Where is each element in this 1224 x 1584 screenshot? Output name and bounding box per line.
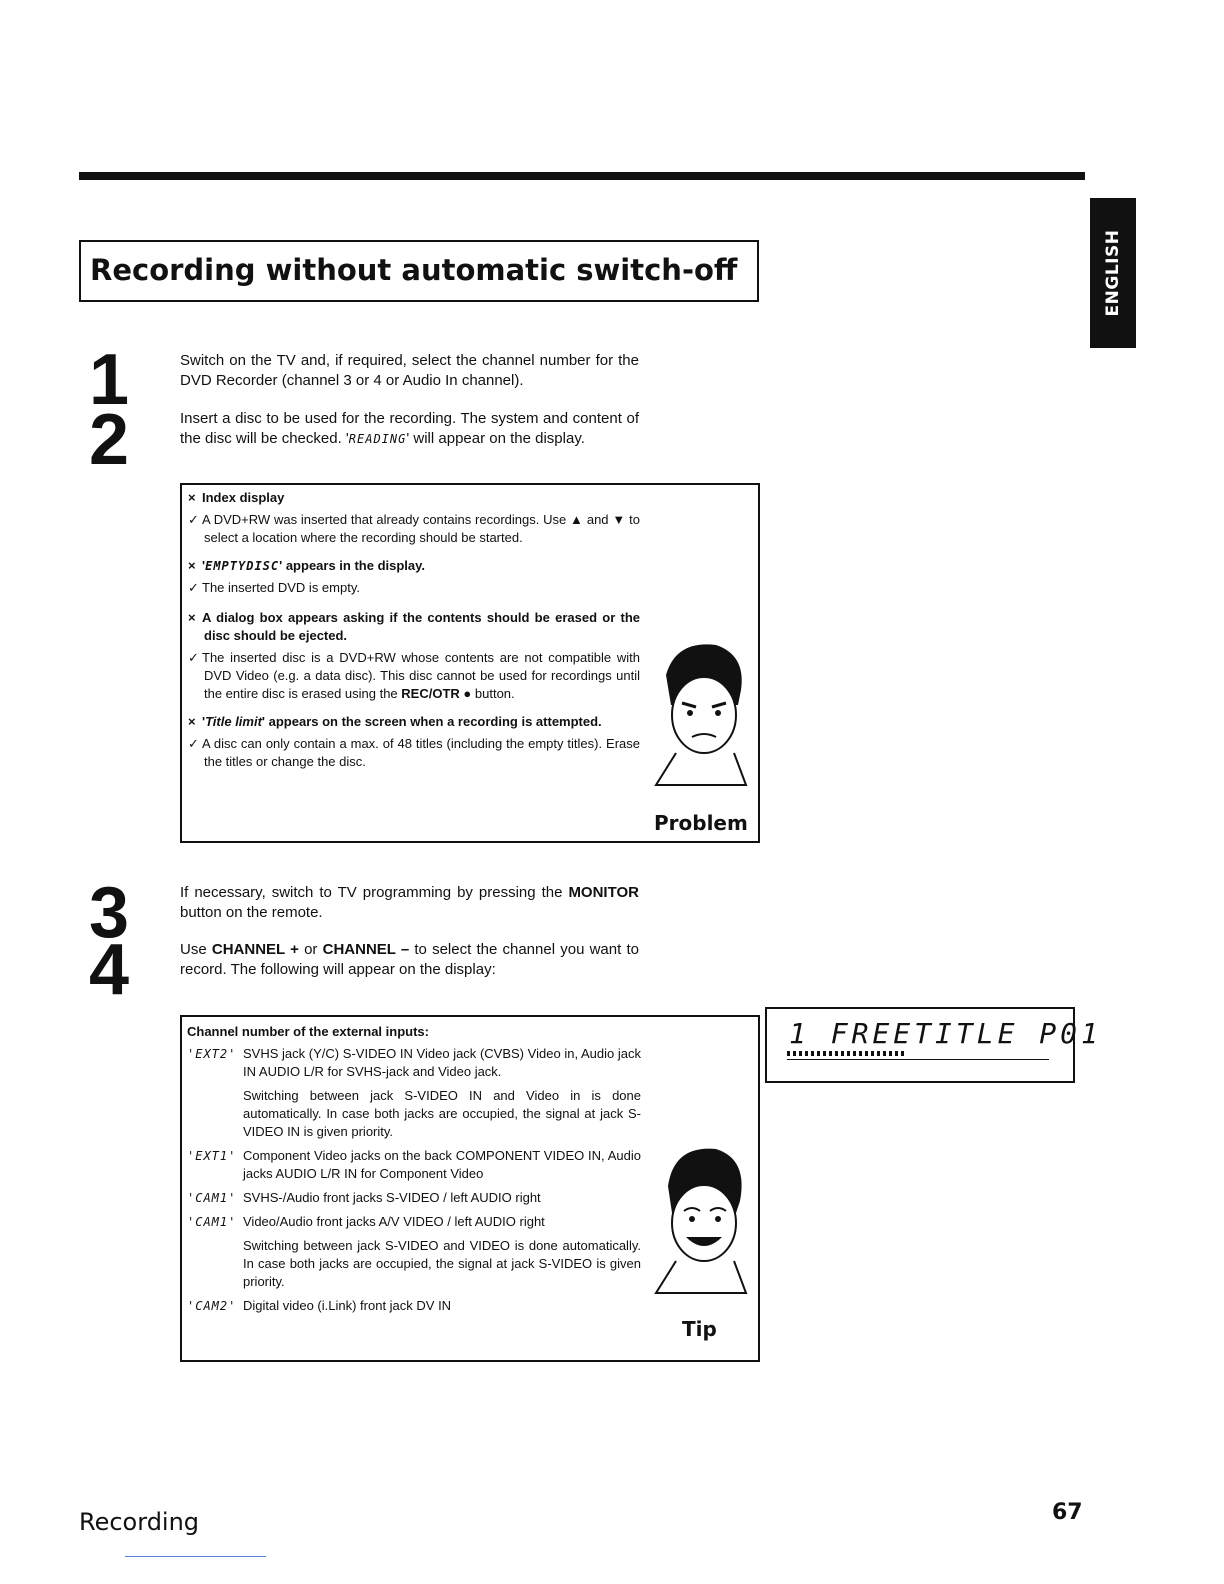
tip-content (187, 1023, 641, 1315)
step-4-text: Use CHANNEL + or CHANNEL – to select the channel you want to record. The following will appear on the display: (180, 941, 639, 978)
channel-plus-label: CHANNEL + (211, 941, 299, 958)
section-title-box (79, 240, 759, 302)
step-number-1: 1 (89, 340, 130, 420)
tip-box (180, 1015, 760, 1362)
step-number-2: 2 (89, 400, 130, 480)
problem-answer: ✓ The inserted DVD is empty. (188, 580, 360, 595)
input-row: Switching between jack S-VIDEO and VIDEO is done automatically. In case both jacks are occupied, the signal at jack S-VIDEO is given priority. (243, 1238, 641, 1289)
lcd-display (765, 1007, 1102, 1083)
input-row: 'EXT1' Component Video jacks on the back COMPONENT VIDEO IN, Audio jacks AUDIO L/R IN for Component Video (187, 1148, 641, 1181)
footer-section-name: Recording (79, 1508, 200, 1536)
top-rule (79, 172, 1085, 180)
step-1-text: Switch on the TV and, if required, select the channel number for the DVD Recorder (channel 3 or 4 or Audio In channel). (180, 352, 639, 389)
footer-underline (125, 1556, 266, 1557)
tip-heading: Channel number of the external inputs: (187, 1024, 429, 1039)
tip-label: Tip (682, 1317, 717, 1341)
input-row: 'CAM1' SVHS-/Audio front jacks S-VIDEO / left AUDIO right (187, 1190, 541, 1205)
input-row: 'CAM1' Video/Audio front jacks A/V VIDEO / left AUDIO right (187, 1214, 545, 1229)
problem-answer: ✓ A DVD+RW was inserted that already contains recordings. Use ▲ and ▼ to select a location where the recording should be started. (188, 512, 640, 545)
input-row: 'CAM2' Digital video (i.Link) front jack DV IN (187, 1298, 452, 1313)
problem-question: × 'Title limit' appears on the screen when a recording is attempted. (188, 714, 602, 729)
lcd-text: 1 FREETITLE P01 (789, 1017, 1102, 1050)
step-2-text: Insert a disc to be used for the recording. The system and content of the disc will be checked. 'READING' will appear on the display. (180, 410, 639, 447)
step-number-3: 3 (89, 873, 130, 953)
lcd-divider (787, 1059, 1049, 1060)
problem-answer: ✓ A disc can only contain a max. of 48 titles (including the empty titles). Erase the titles or change the disc. (188, 736, 640, 769)
monitor-button-label: MONITOR (568, 884, 639, 901)
problem-list (188, 489, 640, 771)
lcd-level-bars (787, 1051, 907, 1056)
problem-answer: ✓ The inserted disc is a DVD+RW whose contents are not compatible with DVD Video (e.g. a data disc). This disc cannot be used for recordings until the entire disc is erased using the REC/OTR ● button. (188, 650, 640, 701)
page-title: Recording without automatic switch-off (90, 253, 738, 287)
channel-minus-label: CHANNEL – (322, 941, 410, 958)
problem-box (180, 483, 760, 843)
input-row: Switching between jack S-VIDEO IN and Video in is done automatically. In case both jacks are occupied, the signal at jack S-VIDEO IN is given priority. (243, 1088, 641, 1139)
step-number-4: 4 (89, 930, 130, 1010)
page-number: 67 (1052, 1500, 1083, 1525)
problem-question: × A dialog box appears asking if the contents should be erased or the disc should be ejected. (188, 610, 640, 643)
display-readout: READING (348, 432, 407, 446)
problem-cartoon-icon (646, 635, 756, 805)
input-row: 'EXT2' SVHS jack (Y/C) S-VIDEO IN Video jack (CVBS) Video in, Audio jack IN AUDIO L/R for SVHS-jack and Video jack. (187, 1046, 641, 1079)
language-tab (1090, 198, 1136, 348)
language-tab-label: ENGLISH (1103, 229, 1123, 317)
tip-cartoon-icon (646, 1141, 756, 1311)
step-3-text: If necessary, switch to TV programming by pressing the MONITOR button on the remote. (180, 884, 639, 921)
problem-question: × 'EMPTYDISC' appears in the display. (188, 558, 426, 573)
problem-question: × Index display (188, 490, 285, 505)
problem-label: Problem (654, 811, 748, 835)
